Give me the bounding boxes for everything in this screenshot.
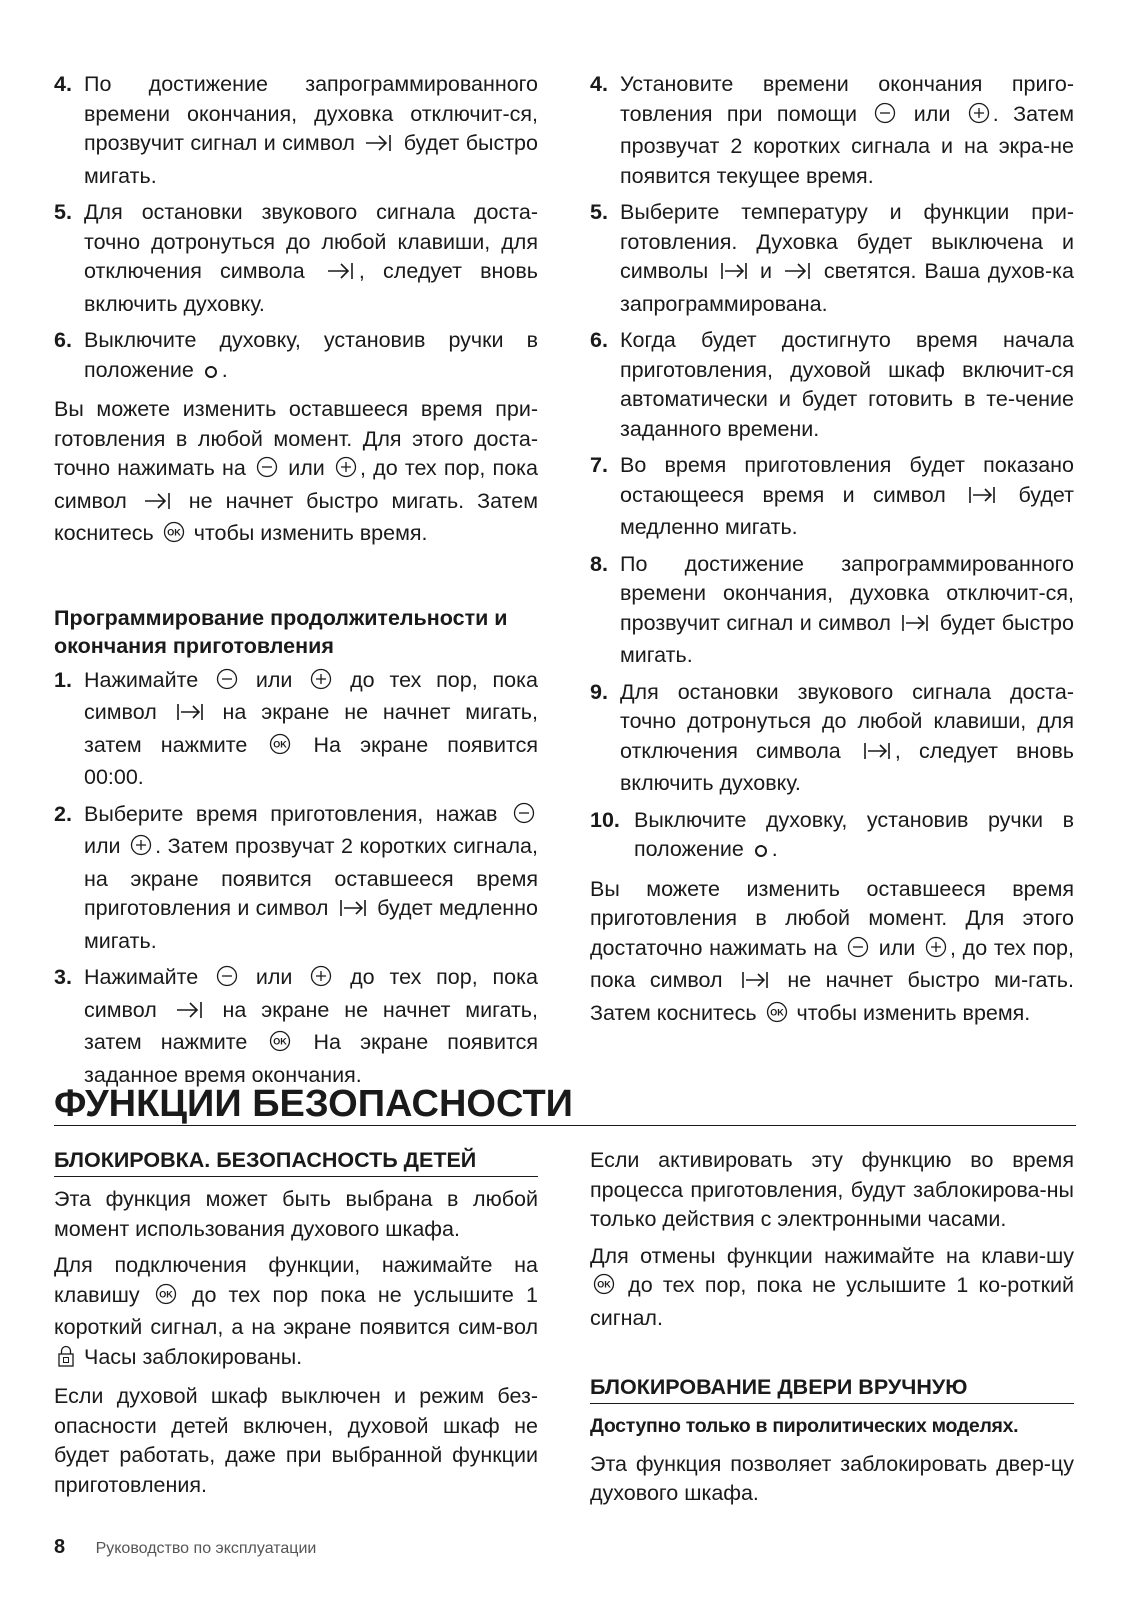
note-bold: Доступно только в пиролитических моделях. — [590, 1415, 1019, 1437]
plus-circle-icon — [130, 834, 152, 865]
text-run: . Затем прозвучат 2 коротких сигнала и на экра-не появится текущее время. — [620, 101, 1074, 188]
list-item — [590, 806, 1074, 868]
duration-icon — [740, 969, 770, 999]
plus-circle-icon — [968, 102, 990, 133]
text-run: или — [878, 935, 916, 960]
svg-text:OK: OK — [769, 1007, 784, 1017]
text-run: не начнет быстро мигать. Затем коснитесь — [54, 488, 538, 545]
text-run: , до тех пор, пока символ — [590, 935, 1074, 992]
text-run: будет быстро мигать. — [620, 610, 1074, 667]
list-item — [590, 678, 1074, 799]
text-run: Во время приготовления будет показано остающееся время и символ — [620, 453, 1074, 507]
right-column-bottom — [590, 1146, 1074, 1516]
list-item — [590, 326, 1074, 444]
page-footer — [54, 1536, 316, 1559]
text-run: или — [913, 101, 951, 126]
lock-icon — [57, 1345, 75, 1376]
text-run: или — [288, 456, 325, 480]
text-run: до тех пор, пока не услышите 1 ко-роткий сигнал. — [590, 1273, 1074, 1330]
paragraph — [590, 875, 1074, 1032]
duration-icon — [338, 897, 368, 927]
paragraph: Если активировать эту функцию во время процесса приготовления, будут заблокирова-ны только действия с электронными часами. — [590, 1148, 1074, 1231]
item-text: Для остановки звукового сигнала доста-точно дотронуться до любой клавиши, для отключения символа — [84, 200, 538, 283]
plus-circle-icon — [310, 965, 332, 996]
text-run: Вы можете изменить оставшееся время приготовления в любой момент. Для этого достаточно нажимать на — [590, 876, 1074, 960]
text-run: Выберите время приготовления, нажав — [84, 801, 498, 826]
paragraph: Если духовой шкаф выключен и режим без-опасности детей включен, духовой шкаф не будет работать, даже при выбранной функции приготовления. — [54, 1384, 538, 1497]
item-text: . — [221, 357, 228, 382]
text-run: и — [760, 259, 773, 283]
text-run: . — [771, 837, 778, 861]
text-run: чтобы изменить время. — [796, 1000, 1031, 1025]
paragraph — [54, 395, 538, 552]
left-column-top — [54, 70, 538, 1097]
text-run: Выключите духовку, установив ручки в положение — [634, 807, 1074, 861]
footer-text: Руководство по эксплуатации — [95, 1540, 317, 1557]
plus-circle-icon — [310, 668, 332, 699]
duration-icon — [967, 484, 997, 514]
text-run: до тех пор, пока символ — [84, 965, 538, 1022]
text-run: на экране не начнет мигать, затем нажмите — [84, 700, 538, 757]
minus-circle-icon — [874, 102, 896, 133]
ok-button-icon — [269, 733, 291, 764]
ok-button-icon — [163, 521, 185, 552]
item-number: 2. — [54, 801, 72, 826]
text-run: . Затем прозвучат 2 коротких сигнала, на экране появится оставшееся время приготовления и символ — [84, 834, 538, 920]
list-item — [54, 800, 538, 957]
text-run: Вы можете изменить оставшееся время при-готовления в любой момент. Для этого доста-точно нажимать на — [54, 397, 538, 480]
list-item — [590, 550, 1074, 671]
minus-circle-icon — [847, 936, 869, 967]
minus-circle-icon — [513, 802, 535, 833]
list-item — [54, 666, 538, 793]
plus-circle-icon — [925, 936, 947, 967]
list-item — [54, 963, 538, 1090]
off-position-icon — [753, 838, 769, 868]
item-number: 1. — [54, 667, 72, 692]
item-text: По достижение запрограммированного времени окончания, духовка отключит-ся, прозвучит сигнал и символ — [84, 72, 538, 155]
text-run: По достижение запрограммированного времени окончания, духовка отключит-ся, прозвучит сигнал и символ — [620, 551, 1074, 635]
duration-icon — [719, 260, 749, 290]
item-number: 4. — [590, 72, 608, 96]
ok-button-icon — [155, 1283, 177, 1314]
plus-circle-icon — [335, 456, 357, 487]
item-number: 8. — [590, 551, 608, 576]
list-item — [54, 198, 538, 319]
text-run: На экране появится заданное время окончания. — [84, 1030, 538, 1087]
text-run: , следует вновь включить духовку. — [620, 738, 1074, 795]
subheading: Программирование продолжительности и окончания приготовления — [54, 605, 508, 658]
item-number: 5. — [54, 200, 72, 224]
minus-circle-icon — [216, 668, 238, 699]
text-run: или — [255, 667, 293, 692]
text-run: до тех пор пока не услышите 1 короткий сигнал, а на экране появится сим-вол — [54, 1282, 538, 1339]
text-run: будет медленно мигать. — [620, 482, 1074, 539]
text-run: на экране не начнет мигать, затем нажмите — [84, 997, 538, 1054]
end-time-icon — [326, 260, 356, 290]
text-run: , до тех пор, пока символ — [54, 456, 538, 513]
text-run: или — [255, 965, 293, 989]
text-run: Для подключения функции, нажимайте на клавишу — [54, 1253, 538, 1307]
ok-button-icon — [593, 1273, 615, 1304]
section-title: ФУНКЦИИ БЕЗОПАСНОСТИ — [54, 1084, 1076, 1126]
text-run: Часы заблокированы. — [83, 1344, 303, 1369]
duration-icon — [862, 740, 892, 770]
text-run: не начнет быстро ми-гать. Затем коснитесь — [590, 968, 1074, 1025]
list-item — [54, 326, 538, 388]
svg-text:OK: OK — [159, 1289, 173, 1299]
svg-text:OK: OK — [273, 1036, 288, 1047]
paragraph: Эта функция позволяет заблокировать двер-цу духового шкафа. — [590, 1451, 1074, 1505]
duration-icon — [900, 612, 930, 642]
paragraph — [590, 1242, 1074, 1334]
end-time-icon — [783, 260, 813, 290]
paragraph — [54, 1251, 538, 1375]
text-run: Для остановки звукового сигнала доста-точно дотронуться до любой клавиши, для отключения символа — [620, 679, 1074, 763]
list-item — [54, 70, 538, 191]
text-run: Нажимайте — [84, 965, 199, 989]
text-run: до тех пор, пока символ — [84, 667, 538, 724]
text-run: Нажимайте — [84, 667, 199, 692]
ok-button-icon — [269, 1030, 291, 1061]
svg-text:OK: OK — [167, 527, 181, 538]
minus-circle-icon — [256, 456, 278, 487]
item-number: 7. — [590, 453, 608, 477]
item-number: 6. — [590, 328, 608, 352]
text-run: чтобы изменить время. — [193, 521, 428, 545]
text-run: На экране появится 00:00. — [84, 732, 538, 789]
svg-text:OK: OK — [597, 1279, 611, 1290]
list-item — [590, 198, 1074, 319]
duration-icon — [175, 701, 205, 731]
section-heading: БЛОКИРОВКА. БЕЗОПАСНОСТЬ ДЕТЕЙ — [54, 1146, 538, 1177]
item-number: 3. — [54, 965, 72, 989]
item-text: будет быстро мигать. — [84, 131, 538, 188]
item-text: Выключите духовку, установив ручки в положение — [84, 328, 538, 382]
item-number: 9. — [590, 679, 608, 704]
svg-text:OK: OK — [273, 739, 288, 749]
end-time-icon — [364, 132, 394, 162]
list-item — [590, 70, 1074, 191]
text-run: Когда будет достигнуто время начала приготовления, духовой шкаф включит-ся автоматически и будет готовить в те-чение заданного времени. — [620, 328, 1074, 441]
section-heading: БЛОКИРОВАНИЕ ДВЕРИ ВРУЧНУЮ — [590, 1373, 1074, 1404]
end-time-icon — [143, 490, 173, 520]
item-text: , следует вновь включить духовку. — [84, 259, 538, 316]
text-run: Выберите температуру и функции при-готовления. Духовка будет выключена и символы — [620, 200, 1074, 283]
left-column-bottom — [54, 1146, 538, 1507]
right-column-top — [590, 70, 1074, 1038]
item-number: 6. — [54, 328, 72, 352]
item-number: 4. — [54, 72, 72, 96]
item-number: 10. — [590, 807, 620, 832]
item-number: 5. — [590, 200, 608, 224]
text-run: светятся. Ваша духов-ка запрограммирована. — [620, 259, 1074, 316]
text-run: будет медленно мигать. — [84, 896, 538, 953]
page-number: 8 — [54, 1536, 66, 1558]
off-position-icon — [203, 359, 219, 389]
ok-button-icon — [766, 1001, 788, 1032]
text-run: Для отмены функции нажимайте на клави-шу — [590, 1243, 1074, 1268]
paragraph: Эта функция может быть выбрана в любой момент использования духового шкафа. — [54, 1187, 538, 1241]
list-item — [590, 451, 1074, 543]
minus-circle-icon — [216, 965, 238, 996]
end-time-icon — [175, 999, 205, 1029]
text-run: Установите времени окончания приго-товления при помощи — [620, 72, 1074, 126]
text-run: или — [84, 834, 121, 858]
